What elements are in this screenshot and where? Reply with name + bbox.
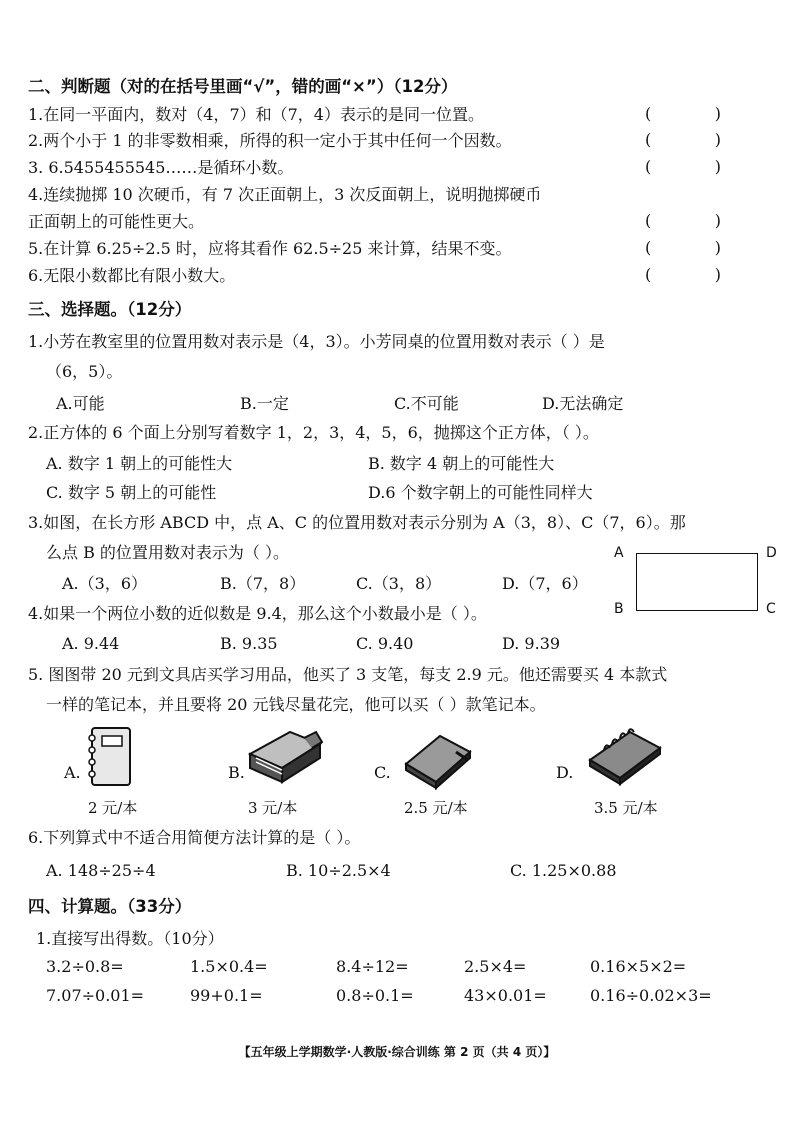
q4-option-d[interactable]: D. 9.39 xyxy=(502,634,561,653)
q3-option-d[interactable]: D.（7，6） xyxy=(502,574,588,593)
q1-text-cont: （6，5）。 xyxy=(46,362,123,381)
q5-option-b[interactable]: B. xyxy=(228,763,245,782)
spiral-notebook-icon xyxy=(586,722,664,788)
q3-option-a[interactable]: A.（3，6） xyxy=(62,574,148,593)
q5-text: 5. 图图带 20 元到文具店买学习用品，他买了 3 支笔，每支 2.9 元。他还需要买 4 本款式 xyxy=(28,665,668,684)
exam-page: 二、判断题（对的在括号里画“√”，错的画“×”）（12分） 1.在同一平面内，数对（4，7）和（7，4）表示的是同一位置。 ( ) 2.两个小于 1 的非零数相乘，所得的积一定小于其中任何一个因数。 ( ) 3. 6.5455455545……是循环小数。 ( ) 4.连续抛掷 10 次硬币，有 7 次正面朝上，3 次反面朝上，说明抛掷硬币 正面朝上的可能性更大。 ( ) 5.在计算 6.25÷2.5 时，应将其看作 62.5÷25 来计算，结果不变。 ( ) 6.无限小数都比有限小数大。 ( ) 三、选择题。（12分） 1.小芳在教室里的位置用数对表示是（4，3）。小芳同桌的位置用数对表示（ ）是 （6，5）。 A.可能 B.一定 C.不可能 D.无法确定 2.正方体的 6 个面上分别写着数字 1，2，3，4，5，6，抛掷这个正方体，（ ）。 A. 数字 1 朝上的可能性大 B. 数字 4 朝上的可能性大 C. 数字 5 朝上的可能性 D.6 个数字朝上的可能性同样大 3.如图，在长方形 ABCD 中，点 A、C 的位置用数对表示分别为 A（3，8）、C（7，6）。那 么点 B 的位置用数对表示为（ ）。 A.（3，6） B.（7，8） C.（3，8） D.（7，6） A D B C 4.如果一个两位小数的近似数是 9.4，那么这个小数最小是（ ）。 A. 9.44 B. 9.35 C. 9.40 D. 9.39 5. 图图带 20 元到文具店买学习用品，他买了 3 支笔，每支 2.9 元。他还需要买 4 本款式 一样的笔记本，并且要将 20 元钱尽量花完，他可以买（ ）款笔记本。 A. B. C. D. 2 元/本 3 元/本 2.5 元/本 3.5 元/本 6.下列算式中不适合用简便方法计算的是（ ）。 A. 148÷25÷4 B. 10÷2.5×4 C. 1.25×0.88 四、计算题。（33分） 1.直接写出得数。（10分） 3.2÷0.8= 1.5×0.4= 8.4÷12= 2.5×4= 0.16×5×2= 7.07÷0.01= 99+0.1= 0.8÷0.1= 43×0.01= 0.16÷0.02×3= 【五年级上学期数学·人教版·综合训练 第 2 页（共 4 页）】 xyxy=(0,0,794,1124)
calc-2-2: 99+0.1= xyxy=(190,986,263,1005)
price-d: 3.5 元/本 xyxy=(594,799,658,817)
price-c: 2.5 元/本 xyxy=(404,799,468,817)
q2-option-b[interactable]: B. 数字 4 朝上的可能性大 xyxy=(368,454,555,473)
q3-option-c[interactable]: C.（3，8） xyxy=(356,574,442,593)
q4-option-c[interactable]: C. 9.40 xyxy=(356,634,414,653)
q1-option-d[interactable]: D.无法确定 xyxy=(542,394,624,413)
q5-option-d[interactable]: D. xyxy=(556,763,574,782)
judge-item-6: 6.无限小数都比有限小数大。 xyxy=(28,266,236,285)
price-a: 2 元/本 xyxy=(88,799,138,817)
rectangle-abcd-diagram xyxy=(636,553,758,611)
calc-2-3: 0.8÷0.1= xyxy=(336,986,414,1005)
calc-1-4: 2.5×4= xyxy=(464,957,527,976)
q5-option-c[interactable]: C. xyxy=(374,763,391,782)
calc-2-4: 43×0.01= xyxy=(464,986,547,1005)
q4-option-b[interactable]: B. 9.35 xyxy=(220,634,278,653)
q6-option-c[interactable]: C. 1.25×0.88 xyxy=(510,861,617,880)
q2-option-a[interactable]: A. 数字 1 朝上的可能性大 xyxy=(46,454,233,473)
q2-option-d[interactable]: D.6 个数字朝上的可能性同样大 xyxy=(368,483,593,502)
q6-text: 6.下列算式中不适合用简便方法计算的是（ ）。 xyxy=(28,828,361,847)
closed-book-icon xyxy=(402,730,476,792)
q4-text: 4.如果一个两位小数的近似数是 9.4，那么这个小数最小是（ ）。 xyxy=(28,604,487,623)
page-footer: 【五年级上学期数学·人教版·综合训练 第 2 页（共 4 页）】 xyxy=(238,1045,556,1059)
open-book-icon xyxy=(246,724,326,790)
q3-text: 3.如图，在长方形 ABCD 中，点 A、C 的位置用数对表示分别为 A（3，8）、C（7，6）。那 xyxy=(28,513,686,532)
q5-text-cont: 一样的笔记本，并且要将 20 元钱尽量花完，他可以买（ ）款笔记本。 xyxy=(46,695,546,714)
judge-item-4: 4.连续抛掷 10 次硬币，有 7 次正面朝上，3 次反面朝上，说明抛掷硬币 xyxy=(28,185,542,204)
calc-2-5: 0.16÷0.02×3= xyxy=(590,986,712,1005)
judge-item-1: 1.在同一平面内，数对（4，7）和（7，4）表示的是同一位置。 xyxy=(28,105,484,124)
vertex-b-label: B xyxy=(614,601,624,617)
q1-option-b[interactable]: B.一定 xyxy=(240,394,289,413)
judge-item-2: 2.两个小于 1 的非零数相乘，所得的积一定小于其中任何一个因数。 xyxy=(28,131,512,150)
calc-1-5: 0.16×5×2= xyxy=(590,957,687,976)
q6-option-a[interactable]: A. 148÷25÷4 xyxy=(46,861,156,880)
calc-1-3: 8.4÷12= xyxy=(336,957,409,976)
vertex-a-label: A xyxy=(614,545,624,561)
calc-1-2: 1.5×0.4= xyxy=(190,957,268,976)
notebook-icon xyxy=(86,726,134,788)
calc-1-1: 3.2÷0.8= xyxy=(46,957,124,976)
q3-option-b[interactable]: B.（7，8） xyxy=(220,574,306,593)
section-3-title: 三、选择题。（12分） xyxy=(28,300,192,319)
price-b: 3 元/本 xyxy=(248,799,298,817)
q1-option-a[interactable]: A.可能 xyxy=(56,394,105,413)
q1-option-c[interactable]: C.不可能 xyxy=(394,394,459,413)
q2-text: 2.正方体的 6 个面上分别写着数字 1，2，3，4，5，6，抛掷这个正方体，（ ）。 xyxy=(28,423,599,442)
section-2-title: 二、判断题（对的在括号里画“√”，错的画“×”）（12分） xyxy=(28,77,458,96)
judge-item-4-cont: 正面朝上的可能性更大。 xyxy=(28,212,205,231)
sub-question-1-title: 1.直接写出得数。（10分） xyxy=(36,929,224,948)
vertex-d-label: D xyxy=(766,545,777,561)
calc-2-1: 7.07÷0.01= xyxy=(46,986,145,1005)
vertex-c-label: C xyxy=(766,601,776,617)
q2-option-c[interactable]: C. 数字 5 朝上的可能性 xyxy=(46,483,217,502)
judge-item-3: 3. 6.5455455545……是循环小数。 xyxy=(28,158,294,177)
q5-option-a[interactable]: A. xyxy=(64,763,81,782)
q6-option-b[interactable]: B. 10÷2.5×4 xyxy=(286,861,391,880)
q4-option-a[interactable]: A. 9.44 xyxy=(62,634,120,653)
q1-text: 1.小芳在教室里的位置用数对表示是（4，3）。小芳同桌的位置用数对表示（ ）是 xyxy=(28,332,605,351)
judge-item-5: 5.在计算 6.25÷2.5 时，应将其看作 62.5÷25 来计算，结果不变。 xyxy=(28,239,512,258)
q3-text-cont: 么点 B 的位置用数对表示为（ ）。 xyxy=(46,543,290,562)
section-4-title: 四、计算题。（33分） xyxy=(28,897,192,916)
